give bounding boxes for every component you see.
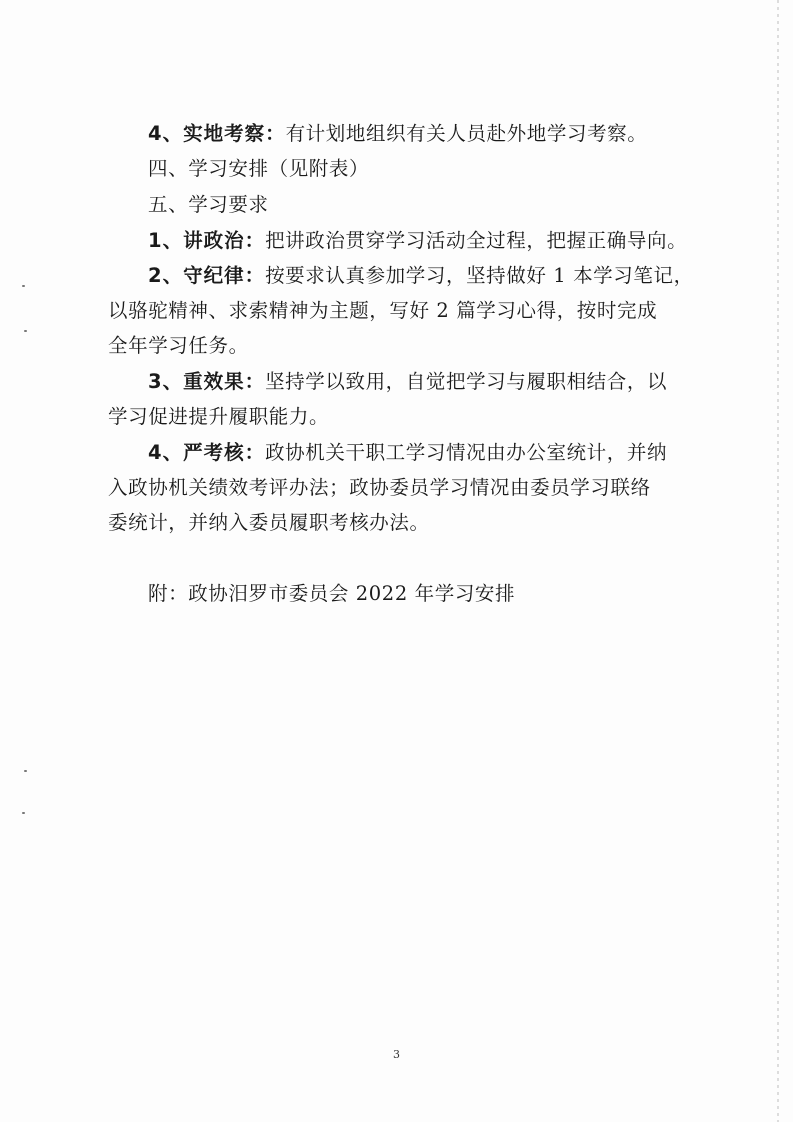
line-text: 五、学习要求 xyxy=(148,193,269,216)
requirement-politics xyxy=(148,229,687,253)
line-text: 坚持学以致用，自觉把学习与履职相结合，以 xyxy=(265,370,668,393)
section-heading-schedule xyxy=(148,157,369,181)
line-label: 1、讲政治： xyxy=(148,229,266,252)
paragraph-continuation xyxy=(108,476,651,500)
line-label: 3、重效果： xyxy=(148,370,266,393)
scan-speck xyxy=(22,812,25,814)
line-text: 政协机关干职工学习情况由办公室统计，并纳 xyxy=(265,441,668,464)
line-text: 四、学习安排（见附表） xyxy=(148,157,370,180)
line-text: 附：政协汨罗市委员会 2022 年学习安排 xyxy=(148,582,516,605)
line-text: 入政协机关绩效考评办法；政协委员学习情况由委员学习联络 xyxy=(108,476,651,499)
line-text: 按要求认真参加学习，坚持做好 1 本学习笔记， xyxy=(265,264,694,287)
line-label: 2、守纪律： xyxy=(148,264,266,287)
line-text: 全年学习任务。 xyxy=(108,334,249,357)
paragraph-continuation xyxy=(108,334,249,358)
page-number: 3 xyxy=(393,1048,400,1061)
line-label: 4、严考核： xyxy=(148,441,266,464)
line-text: 学习促进提升履职能力。 xyxy=(108,405,330,428)
paragraph-continuation xyxy=(108,299,657,323)
requirement-effect xyxy=(148,370,667,394)
section-heading-requirements xyxy=(148,193,269,217)
requirement-assessment xyxy=(148,441,667,465)
line-text: 委统计，并纳入委员履职考核办法。 xyxy=(108,511,430,534)
practice-inspection-line xyxy=(148,122,647,146)
scan-speck xyxy=(24,770,27,772)
line-text: 有计划地组织有关人员赴外地学习考察。 xyxy=(285,122,648,145)
scan-edge xyxy=(777,0,779,1122)
paragraph-continuation xyxy=(108,405,329,429)
line-text: 把讲政治贯穿学习活动全过程，把握正确导向。 xyxy=(265,229,688,252)
paragraph-continuation xyxy=(108,511,430,535)
attachment-note xyxy=(148,582,515,606)
requirement-discipline xyxy=(148,264,694,288)
scan-speck xyxy=(22,285,25,287)
scan-speck xyxy=(24,330,27,332)
line-text: 以骆驼精神、求索精神为主题，写好 2 篇学习心得，按时完成 xyxy=(108,299,658,322)
line-label: 4、实地考察： xyxy=(148,122,286,145)
